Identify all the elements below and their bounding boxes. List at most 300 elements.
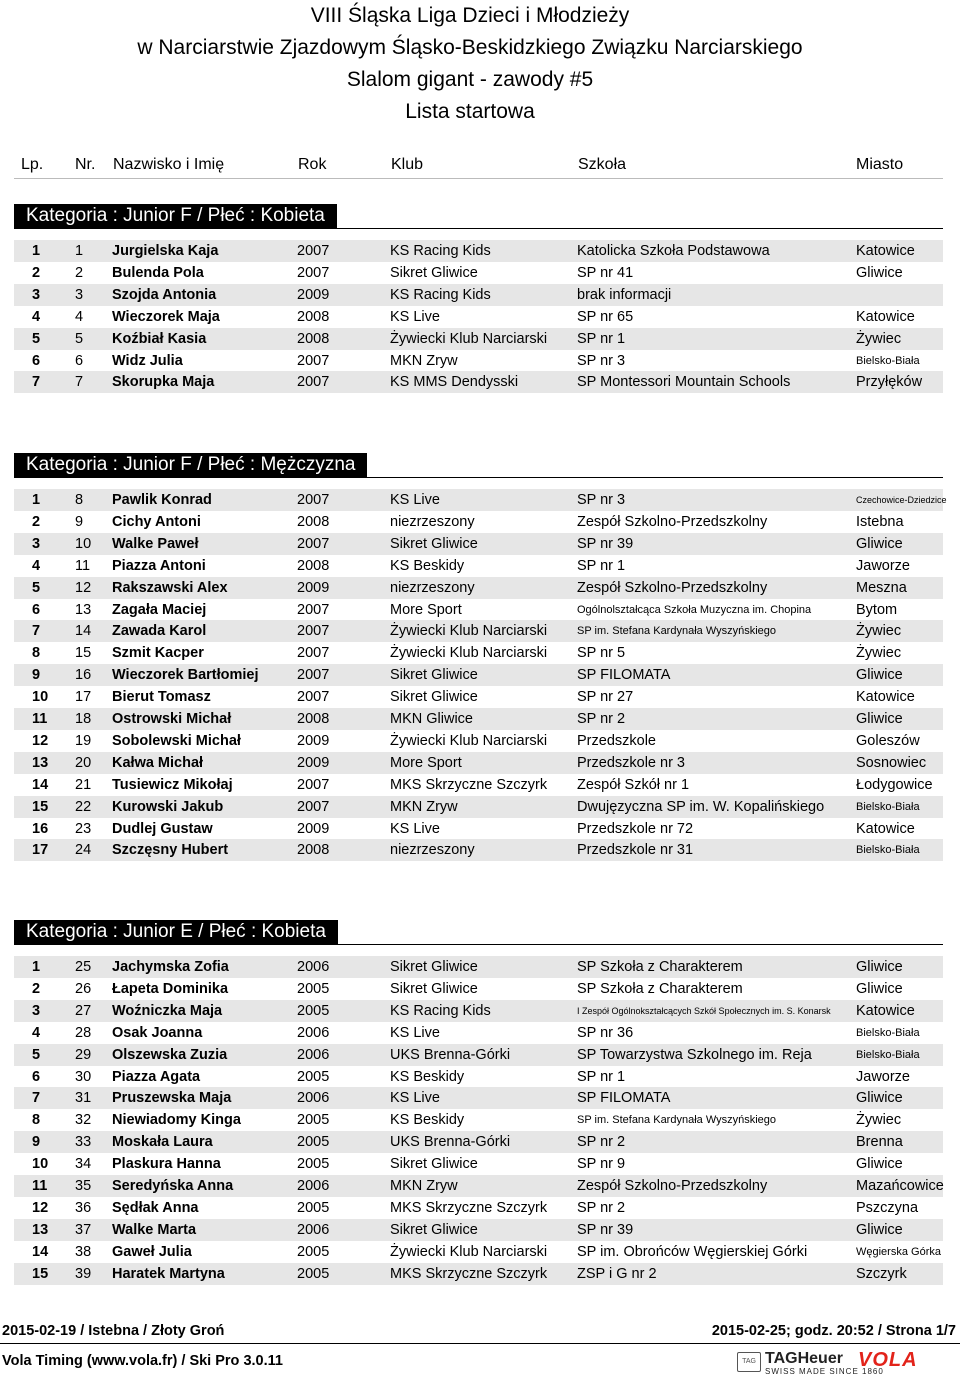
row-city: Brenna bbox=[856, 1134, 903, 1151]
row-school: Dwujęzyczna SP im. W. Kopalińskiego bbox=[577, 798, 825, 815]
row-club: Sikret Gliwice bbox=[390, 535, 478, 552]
table-row bbox=[14, 774, 943, 796]
row-year: 2005 bbox=[297, 1265, 330, 1282]
row-name: Woźniczka Maja bbox=[112, 1002, 223, 1019]
col-miasto: Miasto bbox=[856, 156, 904, 173]
row-lp: 6 bbox=[32, 1068, 41, 1085]
row-city: Bytom bbox=[856, 601, 898, 618]
row-club: KS Racing Kids bbox=[390, 1002, 491, 1019]
row-nr: 1 bbox=[75, 243, 84, 259]
row-year: 2007 bbox=[297, 689, 330, 706]
row-year: 2008 bbox=[297, 842, 330, 859]
row-school: SP nr 3 bbox=[577, 352, 626, 369]
row-year: 2005 bbox=[297, 1156, 330, 1173]
row-school: SP nr 9 bbox=[577, 1156, 626, 1173]
row-school: Przedszkole nr 72 bbox=[577, 820, 694, 837]
row-club: KS Live bbox=[390, 492, 440, 508]
row-name: Seredyńska Anna bbox=[112, 1178, 234, 1194]
row-year: 2009 bbox=[297, 820, 330, 837]
row-city: Jaworze bbox=[856, 1068, 910, 1085]
row-school: SP im. Obrońców Węgierskiej Górki bbox=[577, 1243, 808, 1260]
row-name: Osak Joanna bbox=[112, 1024, 203, 1041]
row-school: SP Towarzystwa Szkolnego im. Reja bbox=[577, 1046, 812, 1063]
row-school: SP nr 1 bbox=[577, 557, 626, 574]
row-nr: 11 bbox=[75, 557, 91, 574]
row-club: Żywiecki Klub Narciarski bbox=[390, 1243, 548, 1260]
row-year: 2008 bbox=[297, 330, 330, 347]
row-nr: 38 bbox=[75, 1243, 92, 1260]
row-nr: 16 bbox=[75, 667, 92, 684]
table-row bbox=[14, 306, 943, 328]
row-city: Żywiec bbox=[856, 623, 902, 640]
row-club: MKN Gliwice bbox=[390, 711, 473, 727]
row-school: SP Montessori Mountain Schools bbox=[577, 374, 791, 391]
row-nr: 27 bbox=[75, 1002, 92, 1019]
row-year: 2005 bbox=[297, 1002, 330, 1019]
row-nr: 2 bbox=[75, 264, 84, 281]
row-club: Sikret Gliwice bbox=[390, 264, 478, 281]
row-city: Katowice bbox=[856, 820, 915, 837]
row-lp: 7 bbox=[32, 374, 41, 391]
col-szkola: Szkoła bbox=[578, 156, 627, 173]
row-name: Walke Marta bbox=[112, 1221, 197, 1238]
row-name: Zagała Maciej bbox=[112, 601, 207, 618]
category-title: Kategoria : Junior F / Płeć : Kobieta bbox=[14, 204, 337, 228]
row-name: Ostrowski Michał bbox=[112, 711, 232, 727]
row-name: Sędłak Anna bbox=[112, 1199, 199, 1216]
title-event: Slalom gigant - zawody #5 bbox=[346, 68, 594, 91]
row-city: Gliwice bbox=[856, 535, 903, 552]
row-lp: 5 bbox=[32, 1046, 41, 1063]
row-year: 2007 bbox=[297, 776, 330, 793]
table-row bbox=[14, 350, 943, 372]
row-nr: 8 bbox=[75, 492, 84, 508]
row-city: Gliwice bbox=[856, 980, 903, 997]
row-city: Katowice bbox=[856, 243, 915, 259]
row-name: Piazza Agata bbox=[112, 1068, 201, 1085]
row-nr: 7 bbox=[75, 374, 84, 391]
row-club: More Sport bbox=[390, 601, 462, 618]
col-rok: Rok bbox=[298, 156, 327, 173]
row-name: Zawada Karol bbox=[112, 623, 207, 640]
row-nr: 28 bbox=[75, 1024, 92, 1041]
row-school: SP nr 2 bbox=[577, 1199, 626, 1216]
row-lp: 9 bbox=[32, 1134, 41, 1151]
row-school: SP nr 1 bbox=[577, 330, 626, 347]
row-city: Gliwice bbox=[856, 1090, 903, 1107]
row-nr: 37 bbox=[75, 1221, 92, 1238]
row-year: 2008 bbox=[297, 308, 330, 325]
row-year: 2008 bbox=[297, 711, 330, 727]
row-lp: 12 bbox=[32, 1199, 49, 1216]
row-club: niezrzeszony bbox=[390, 579, 475, 596]
row-lp: 11 bbox=[32, 711, 48, 727]
row-city: Łodygowice bbox=[856, 776, 933, 793]
row-nr: 15 bbox=[75, 645, 92, 662]
table-row bbox=[14, 328, 943, 350]
row-name: Gaweł Julia bbox=[112, 1243, 192, 1260]
row-name: Pawlik Konrad bbox=[112, 492, 212, 508]
row-city: Meszna bbox=[856, 579, 907, 596]
row-nr: 20 bbox=[75, 754, 92, 771]
row-lp: 2 bbox=[32, 513, 41, 530]
row-city: Bielsko-Biała bbox=[856, 1026, 920, 1039]
row-club: Sikret Gliwice bbox=[390, 959, 478, 975]
row-city: Żywiec bbox=[856, 645, 902, 662]
row-city: Goleszów bbox=[856, 732, 920, 749]
row-city: Żywiec bbox=[856, 1112, 902, 1129]
row-club: More Sport bbox=[390, 754, 462, 771]
row-city: Żywiec bbox=[856, 330, 902, 347]
tagheuer-logo-text: TAGHeuer bbox=[765, 1350, 843, 1367]
row-lp: 3 bbox=[32, 286, 41, 303]
row-name: Piazza Antoni bbox=[112, 557, 206, 574]
header-divider bbox=[14, 178, 943, 179]
row-nr: 25 bbox=[75, 959, 92, 975]
row-name: Bierut Tomasz bbox=[112, 689, 211, 706]
table-row bbox=[14, 818, 943, 840]
row-year: 2005 bbox=[297, 1134, 330, 1151]
row-club: KS Beskidy bbox=[390, 557, 465, 574]
table-row bbox=[14, 489, 947, 511]
row-nr: 31 bbox=[75, 1090, 92, 1107]
row-city: Istebna bbox=[856, 513, 904, 530]
row-city: Mazańcowice bbox=[856, 1178, 944, 1194]
row-school: SP Szkoła z Charakterem bbox=[577, 959, 743, 975]
row-name: Dudlej Gustaw bbox=[112, 820, 213, 837]
row-lp: 8 bbox=[32, 645, 41, 662]
row-year: 2006 bbox=[297, 1178, 330, 1194]
row-nr: 5 bbox=[75, 330, 84, 347]
table-row bbox=[14, 620, 943, 642]
row-school: SP nr 2 bbox=[577, 711, 626, 727]
table-row bbox=[14, 533, 943, 555]
row-club: KS Beskidy bbox=[390, 1068, 465, 1085]
category-divider bbox=[14, 228, 943, 229]
row-city: Bielsko-Biała bbox=[856, 1048, 920, 1061]
row-club: KS Live bbox=[390, 308, 440, 325]
row-club: MKN Zryw bbox=[390, 1178, 458, 1194]
row-club: Sikret Gliwice bbox=[390, 980, 478, 997]
row-year: 2006 bbox=[297, 1090, 330, 1107]
row-club: Żywiecki Klub Narciarski bbox=[390, 623, 548, 640]
row-club: Żywiecki Klub Narciarski bbox=[390, 330, 548, 347]
row-name: Plaskura Hanna bbox=[112, 1156, 221, 1173]
row-club: MKS Skrzyczne Szczyrk bbox=[390, 776, 548, 793]
row-city: Bielsko-Biała bbox=[856, 844, 920, 857]
row-nr: 39 bbox=[75, 1265, 92, 1282]
row-city: Gliwice bbox=[856, 1156, 903, 1173]
title-league: VIII Śląska Liga Dzieci i Młodzieży bbox=[310, 4, 630, 27]
row-year: 2006 bbox=[297, 959, 330, 975]
row-city: Gliwice bbox=[856, 1221, 903, 1238]
footer-divider bbox=[0, 1343, 960, 1344]
row-name: Rakszawski Alex bbox=[112, 579, 228, 596]
row-nr: 33 bbox=[75, 1134, 92, 1151]
row-lp: 5 bbox=[32, 579, 41, 596]
row-city: Sosnowiec bbox=[856, 754, 927, 771]
category-divider bbox=[14, 944, 943, 945]
tagheuer-logo-sub: SWISS MADE SINCE 1860 bbox=[765, 1367, 884, 1376]
table-row bbox=[14, 511, 943, 533]
table-row bbox=[14, 664, 943, 686]
row-nr: 36 bbox=[75, 1199, 92, 1216]
row-lp: 5 bbox=[32, 330, 41, 347]
row-nr: 19 bbox=[75, 732, 92, 749]
row-club: Sikret Gliwice bbox=[390, 689, 478, 706]
row-club: niezrzeszony bbox=[390, 842, 475, 859]
table-row bbox=[14, 978, 943, 1000]
row-lp: 11 bbox=[32, 1178, 48, 1194]
row-club: Sikret Gliwice bbox=[390, 1221, 478, 1238]
row-name: Olszewska Zuzia bbox=[112, 1046, 228, 1063]
row-club: KS Live bbox=[390, 1090, 440, 1107]
row-city: Jaworze bbox=[856, 557, 910, 574]
row-name: Moskała Laura bbox=[112, 1134, 213, 1151]
row-school: Katolicka Szkoła Podstawowa bbox=[577, 243, 770, 259]
row-city: Czechowice-Dziedzice bbox=[856, 495, 947, 505]
row-school: brak informacji bbox=[577, 286, 672, 303]
row-school: I Zespół Ogólnokształcących Szkół Społecznych im. S. Konarsk bbox=[577, 1005, 831, 1016]
row-year: 2009 bbox=[297, 286, 330, 303]
table-row bbox=[14, 1044, 943, 1066]
row-city: Przyłęków bbox=[856, 374, 923, 391]
footer-software: Vola Timing (www.vola.fr) / Ski Pro 3.0.11 bbox=[2, 1353, 283, 1369]
table-row bbox=[14, 1022, 943, 1044]
row-school: Przedszkole nr 3 bbox=[577, 754, 685, 771]
table-row bbox=[14, 1263, 943, 1285]
row-name: Koźbiał Kasia bbox=[112, 330, 207, 347]
row-lp: 16 bbox=[32, 820, 49, 837]
row-year: 2007 bbox=[297, 601, 330, 618]
row-school: SP nr 3 bbox=[577, 492, 626, 508]
tag-logo: TAG bbox=[737, 1352, 761, 1372]
row-lp: 10 bbox=[32, 1156, 49, 1173]
row-year: 2007 bbox=[297, 264, 330, 281]
row-lp: 6 bbox=[32, 352, 41, 369]
table-row bbox=[14, 796, 943, 818]
row-lp: 17 bbox=[32, 842, 49, 859]
table-row bbox=[14, 284, 943, 306]
row-club: Żywiecki Klub Narciarski bbox=[390, 645, 548, 662]
table-row bbox=[14, 1153, 943, 1175]
row-name: Szmit Kacper bbox=[112, 645, 204, 662]
row-name: Wieczorek Bartłomiej bbox=[112, 667, 259, 684]
row-school: SP im. Stefana Kardynała Wyszyńskiego bbox=[577, 625, 777, 638]
row-nr: 12 bbox=[75, 579, 92, 596]
table-row bbox=[14, 730, 943, 752]
row-nr: 30 bbox=[75, 1068, 92, 1085]
footer-date-location: 2015-02-19 / Istebna / Złoty Groń bbox=[2, 1323, 225, 1339]
row-school: SP FILOMATA bbox=[577, 1090, 671, 1107]
row-school: Przedszkole bbox=[577, 732, 656, 749]
row-nr: 29 bbox=[75, 1046, 92, 1063]
row-name: Kurowski Jakub bbox=[112, 798, 224, 815]
row-lp: 7 bbox=[32, 1090, 41, 1107]
row-nr: 18 bbox=[75, 711, 92, 727]
row-school: SP nr 1 bbox=[577, 1068, 626, 1085]
table-row bbox=[14, 1241, 943, 1263]
row-city: Katowice bbox=[856, 308, 915, 325]
row-lp: 9 bbox=[32, 667, 41, 684]
row-city: Węgierska Górka bbox=[856, 1245, 941, 1258]
row-school: SP nr 39 bbox=[577, 535, 634, 552]
row-name: Kałwa Michał bbox=[112, 754, 204, 771]
row-club: Sikret Gliwice bbox=[390, 667, 478, 684]
row-year: 2005 bbox=[297, 1112, 330, 1129]
row-nr: 3 bbox=[75, 286, 84, 303]
row-nr: 14 bbox=[75, 623, 92, 640]
row-lp: 3 bbox=[32, 1002, 41, 1019]
row-nr: 6 bbox=[75, 352, 84, 369]
row-club: KS Beskidy bbox=[390, 1112, 465, 1129]
row-year: 2007 bbox=[297, 623, 330, 640]
row-name: Niewiadomy Kinga bbox=[112, 1112, 241, 1129]
row-club: Sikret Gliwice bbox=[390, 1156, 478, 1173]
row-year: 2009 bbox=[297, 732, 330, 749]
row-name: Skorupka Maja bbox=[112, 374, 215, 391]
row-club: MKN Zryw bbox=[390, 352, 458, 369]
col-klub: Klub bbox=[391, 156, 424, 173]
row-school: Przedszkole nr 31 bbox=[577, 842, 694, 859]
row-lp: 1 bbox=[32, 492, 41, 508]
table-row bbox=[14, 956, 943, 978]
row-club: KS Live bbox=[390, 1024, 440, 1041]
row-nr: 22 bbox=[75, 798, 92, 815]
row-name: Pruszewska Maja bbox=[112, 1090, 232, 1107]
row-nr: 24 bbox=[75, 842, 92, 859]
table-row bbox=[14, 262, 943, 284]
row-name: Łapeta Dominika bbox=[112, 980, 229, 997]
row-club: MKS Skrzyczne Szczyrk bbox=[390, 1199, 548, 1216]
row-nr: 4 bbox=[75, 308, 84, 325]
row-club: MKS Skrzyczne Szczyrk bbox=[390, 1265, 548, 1282]
row-city: Gliwice bbox=[856, 264, 903, 281]
row-club: KS Live bbox=[390, 820, 440, 837]
row-name: Jurgielska Kaja bbox=[112, 243, 219, 259]
row-year: 2007 bbox=[297, 535, 330, 552]
row-club: KS Racing Kids bbox=[390, 286, 491, 303]
row-lp: 14 bbox=[32, 776, 49, 793]
row-name: Szojda Antonia bbox=[112, 286, 217, 303]
row-year: 2007 bbox=[297, 374, 330, 391]
row-nr: 26 bbox=[75, 980, 92, 997]
table-row bbox=[14, 642, 943, 664]
vola-logo: VOLA bbox=[858, 1349, 918, 1371]
row-lp: 15 bbox=[32, 798, 49, 815]
row-club: KS Racing Kids bbox=[390, 243, 491, 259]
row-city: Katowice bbox=[856, 1002, 915, 1019]
row-nr: 35 bbox=[75, 1178, 92, 1194]
row-lp: 12 bbox=[32, 732, 49, 749]
row-name: Jachymska Zofia bbox=[112, 959, 229, 975]
row-club: UKS Brenna-Górki bbox=[390, 1134, 511, 1151]
category-title: Kategoria : Junior F / Płeć : Mężczyzna bbox=[14, 453, 367, 477]
col-name: Nazwisko i Imię bbox=[113, 156, 225, 173]
row-year: 2009 bbox=[297, 754, 330, 771]
row-name: Walke Paweł bbox=[112, 535, 199, 552]
row-year: 2007 bbox=[297, 243, 330, 259]
table-row bbox=[14, 1000, 943, 1022]
row-city: Bielsko-Biała bbox=[856, 800, 920, 813]
row-name: Haratek Martyna bbox=[112, 1265, 225, 1282]
row-name: Widz Julia bbox=[112, 352, 183, 369]
row-city: Pszczyna bbox=[856, 1199, 919, 1216]
row-name: Cichy Antoni bbox=[112, 513, 201, 530]
row-school: SP nr 65 bbox=[577, 308, 634, 325]
row-city: Gliwice bbox=[856, 959, 903, 975]
row-lp: 3 bbox=[32, 535, 41, 552]
row-school: Zespół Szkolno-Przedszkolny bbox=[577, 1178, 768, 1194]
table-row bbox=[14, 555, 943, 577]
row-school: Zespół Szkolno-Przedszkolny bbox=[577, 579, 768, 596]
row-school: ZSP i G nr 2 bbox=[577, 1265, 657, 1282]
column-header bbox=[0, 155, 960, 177]
row-lp: 2 bbox=[32, 264, 41, 281]
table-row bbox=[14, 1219, 943, 1241]
row-nr: 9 bbox=[75, 513, 84, 530]
row-nr: 17 bbox=[75, 689, 92, 706]
row-nr: 32 bbox=[75, 1112, 92, 1129]
table-row bbox=[14, 1109, 943, 1131]
row-club: UKS Brenna-Górki bbox=[390, 1046, 511, 1063]
row-year: 2005 bbox=[297, 1243, 330, 1260]
row-lp: 13 bbox=[32, 1221, 49, 1238]
table-row bbox=[14, 752, 943, 774]
table-row bbox=[14, 1197, 943, 1219]
row-name: Bulenda Pola bbox=[112, 264, 204, 281]
row-city: Gliwice bbox=[856, 667, 903, 684]
row-city: Bielsko-Biała bbox=[856, 354, 920, 367]
row-school: SP FILOMATA bbox=[577, 667, 671, 684]
row-year: 2007 bbox=[297, 667, 330, 684]
table-row bbox=[14, 1131, 943, 1153]
title-list: Lista startowa bbox=[405, 100, 535, 123]
row-nr: 23 bbox=[75, 820, 92, 837]
row-name: Tusiewicz Mikołaj bbox=[112, 776, 233, 793]
row-year: 2007 bbox=[297, 645, 330, 662]
row-year: 2005 bbox=[297, 1068, 330, 1085]
row-lp: 4 bbox=[32, 308, 41, 325]
table-row bbox=[14, 577, 943, 599]
row-year: 2007 bbox=[297, 492, 330, 508]
row-city: Katowice bbox=[856, 689, 915, 706]
row-school: SP Szkoła z Charakterem bbox=[577, 980, 743, 997]
table-row bbox=[14, 599, 943, 621]
table-row bbox=[14, 1175, 943, 1197]
row-lp: 1 bbox=[32, 243, 41, 259]
row-nr: 10 bbox=[75, 535, 92, 552]
row-nr: 21 bbox=[75, 776, 92, 793]
row-name: Szczęsny Hubert bbox=[112, 842, 229, 859]
row-school: SP nr 36 bbox=[577, 1024, 634, 1041]
row-school: SP nr 2 bbox=[577, 1134, 626, 1151]
row-year: 2008 bbox=[297, 513, 330, 530]
row-name: Sobolewski Michał bbox=[112, 732, 241, 749]
row-school: SP nr 39 bbox=[577, 1221, 634, 1238]
row-lp: 7 bbox=[32, 623, 41, 640]
row-lp: 8 bbox=[32, 1112, 41, 1129]
footer-print-info: 2015-02-25; godz. 20:52 / Strona 1/7 bbox=[711, 1323, 956, 1339]
row-year: 2006 bbox=[297, 1221, 330, 1238]
row-year: 2005 bbox=[297, 1199, 330, 1216]
row-school: SP im. Stefana Kardynała Wyszyńskiego bbox=[577, 1114, 777, 1127]
row-school: Zespół Szkół nr 1 bbox=[577, 776, 690, 793]
row-club: MKN Zryw bbox=[390, 798, 458, 815]
row-year: 2007 bbox=[297, 798, 330, 815]
title-association: w Narciarstwie Zjazdowym Śląsko-Beskidzkiego Związku Narciarskiego bbox=[137, 36, 803, 59]
row-year: 2007 bbox=[297, 352, 330, 369]
